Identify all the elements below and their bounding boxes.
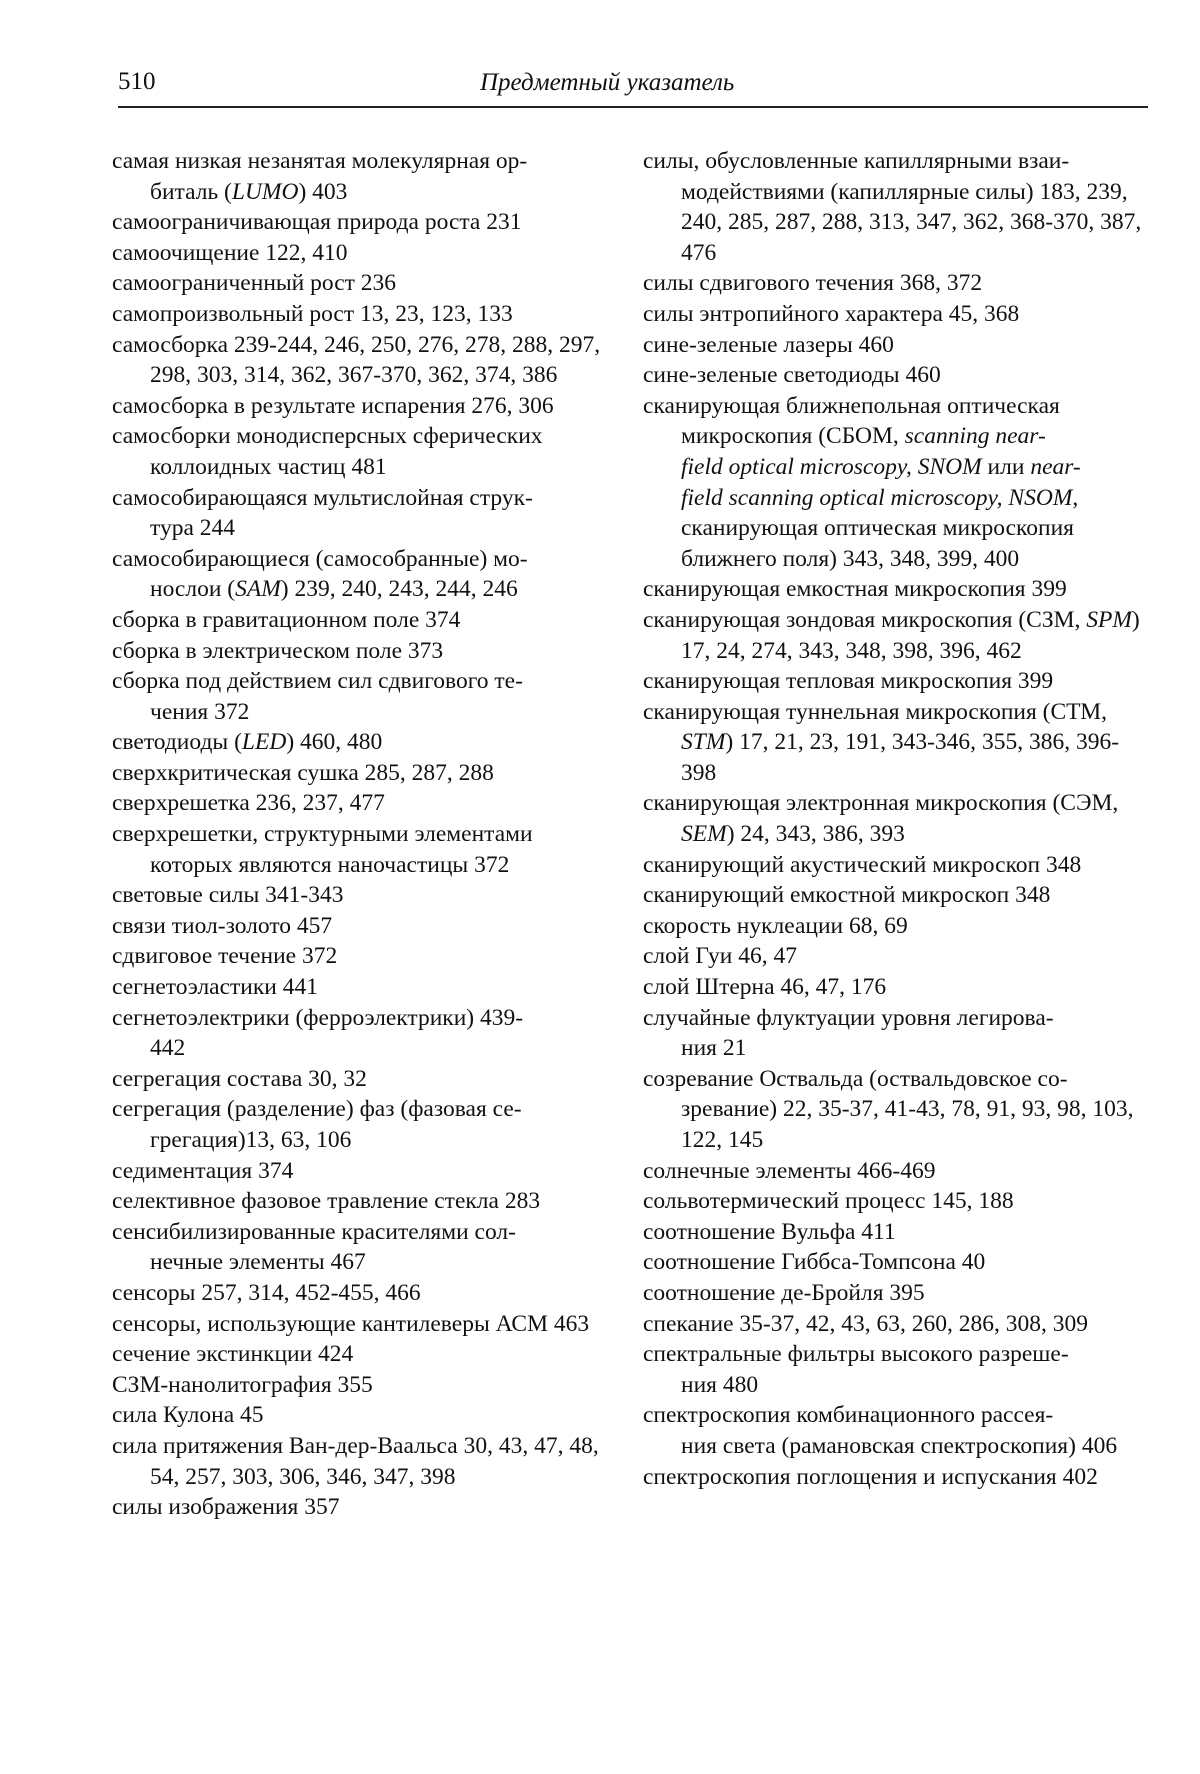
index-entry-text: 306 bbox=[518, 392, 554, 419]
index-entry-text: 402 bbox=[1062, 1463, 1098, 1490]
index-entry-text: тура 244 bbox=[150, 515, 236, 542]
index-entry-text: сине-зеленые светодиоды 460 bbox=[643, 362, 941, 389]
index-entry-text: АСМ 463 bbox=[495, 1310, 590, 1337]
index-entry-text: ния света (рамановская спектроскопия) bbox=[681, 1432, 1076, 1459]
index-entry bbox=[643, 1339, 1153, 1400]
index-entry-text: самопроизвольный рост 13, 23, 123, 133 bbox=[112, 300, 513, 327]
index-entry-text: (СЭМ, bbox=[1052, 790, 1119, 817]
index-entry-text: самоограниченный рост 236 bbox=[112, 270, 397, 297]
index-entry-text: самая низкая незанятая молекулярная ор- bbox=[112, 148, 528, 174]
index-entry-text: спектроскопия поглощения и испускания bbox=[643, 1463, 1057, 1490]
index-entry-text: сегнетоэластики 441 bbox=[112, 974, 319, 1001]
index-entry-text: сверхкритическая сушка 285, 287, 288 bbox=[112, 759, 494, 786]
index-entry-text: слой Штерна 46, 47, 176 bbox=[643, 974, 887, 1001]
index-entry-text: самоочищение 122, 410 bbox=[112, 239, 348, 266]
index-entry-text: сечение экстинкции 424 bbox=[112, 1341, 354, 1368]
index-entry-text: силы сдвигового течения 368, 372 bbox=[643, 270, 983, 297]
index-entry-text: спекание 35-37, 42, 43, 63, 260, 286, 308, bbox=[643, 1310, 1047, 1337]
index-entry-text: scanning near- bbox=[904, 423, 1046, 450]
index-entry-text: силы энтропийного характера 45, 368 bbox=[643, 300, 1020, 327]
index-entry-text: СЗМ-нанолитография 355 bbox=[112, 1371, 373, 1398]
index-entry bbox=[112, 972, 612, 1003]
index-entry-text: ) 17, 24, 274, 343, 348, 398, bbox=[681, 606, 1140, 664]
index-entry-text: 283 bbox=[504, 1188, 541, 1215]
index-entry-text: спектральные фильтры высокого разреше- bbox=[643, 1341, 1069, 1368]
index-entry-text: нослои ( bbox=[150, 576, 236, 603]
index-entry-text: сверхрешетка 236, 237, 477 bbox=[112, 790, 385, 817]
index-entry-text: сенсоры, использующие кантилеверы bbox=[112, 1310, 490, 1337]
index-entry-text: ) 24, 343, 386, 393 bbox=[726, 821, 905, 848]
index-entry-text: LED bbox=[241, 729, 287, 756]
index-entry bbox=[112, 1094, 612, 1155]
index-entry bbox=[112, 880, 612, 911]
index-entry bbox=[112, 1156, 612, 1187]
index-entry-text: 368-370, 387, 476 bbox=[681, 209, 1142, 266]
index-entry-text: сборка под действием сил сдвигового те- bbox=[112, 668, 523, 695]
index-entry bbox=[112, 1309, 612, 1340]
index-entry-text: сольвотермический процесс 145, 188 bbox=[643, 1188, 1014, 1215]
index-entry bbox=[643, 605, 1153, 666]
index-entry bbox=[112, 1400, 612, 1431]
index-entry-text: 47, 48, 54, 257, 303, 306, 346, 347, 398 bbox=[150, 1432, 599, 1490]
index-entry-text: 355, 386, 396-398 bbox=[681, 729, 1120, 786]
index-entry-text: самособирающаяся мультислойная струк- bbox=[112, 484, 533, 511]
index-entry-text: сегнетоэлектрики (ферроэлектрики) 439- bbox=[112, 1004, 524, 1031]
index-entry bbox=[112, 1064, 612, 1095]
index-entry-text: соотношение де-Бройля 395 bbox=[643, 1279, 925, 1306]
index-entry-text: случайные флуктуации уровня легирова- bbox=[643, 1004, 1054, 1031]
index-entry bbox=[643, 360, 1153, 391]
index-entry bbox=[643, 1278, 1153, 1309]
index-entry-text: 288, 297, 298, 303, 314, 362, 367-370, bbox=[150, 331, 601, 389]
index-entry-text: седиментация 374 bbox=[112, 1157, 294, 1184]
index-entry-text: которых являются наночастицы 372 bbox=[150, 851, 510, 878]
index-entry-text: ближнего поля) 343, 348, 399, 400 bbox=[681, 545, 1020, 572]
index-entry bbox=[643, 880, 1153, 911]
index-entry bbox=[112, 911, 612, 942]
index-entry-text: 442 bbox=[150, 1035, 186, 1062]
index-entry bbox=[643, 666, 1153, 697]
index-entry bbox=[112, 1003, 612, 1064]
index-entry-text: 309 bbox=[1052, 1310, 1088, 1337]
index-entry-text: сканирующая тепловая микроскопия 399 bbox=[643, 668, 1054, 695]
index-entry-text: коллоидных частиц 481 bbox=[150, 453, 387, 480]
index-entry-text: сила Кулона 45 bbox=[112, 1402, 264, 1429]
index-entry bbox=[643, 391, 1153, 575]
index-entry-text: 348 bbox=[1046, 851, 1082, 878]
index-entry bbox=[112, 483, 612, 544]
index-entry-text: field optical microscopy, SNOM bbox=[681, 453, 982, 480]
index-entry-text: соотношение Гиббса-Томпсона 40 bbox=[643, 1249, 986, 1276]
index-entry bbox=[112, 1217, 612, 1278]
index-entry-text: световые силы 341-343 bbox=[112, 882, 344, 909]
index-entry-text: самосборка в результате испарения 276, bbox=[112, 392, 513, 419]
index-entry bbox=[112, 330, 612, 391]
index-entry bbox=[643, 1003, 1153, 1064]
index-entry bbox=[112, 727, 612, 758]
index-entry-text: созревание Оствальда (оствальдовское со- bbox=[643, 1065, 1068, 1092]
index-entry bbox=[112, 666, 612, 727]
page-number: 510 bbox=[118, 68, 156, 95]
index-entry bbox=[112, 819, 612, 880]
index-entry-text: нечные элементы 467 bbox=[150, 1249, 366, 1276]
index-entry-text: сканирующая оптическая микроскопия bbox=[681, 515, 1074, 542]
index-entry-text: ) 460, 480 bbox=[286, 729, 383, 756]
index-entry bbox=[643, 1064, 1153, 1156]
index-entry-text: сборка в гравитационном поле 374 bbox=[112, 606, 461, 633]
index-entry-text: самоограничивающая природа роста 231 bbox=[112, 209, 522, 236]
index-entry-text: SEM bbox=[681, 821, 727, 848]
index-entry bbox=[112, 605, 612, 636]
index-entry-text: сине-зеленые лазеры 460 bbox=[643, 331, 894, 358]
index-entry bbox=[643, 1462, 1153, 1493]
index-entry-text: сегрегация состава 30, 32 bbox=[112, 1065, 367, 1092]
index-entry-text: ) 17, 21, 23, 191, 343-346, bbox=[725, 729, 977, 756]
index-entry-text: солнечные элементы 466-469 bbox=[643, 1157, 936, 1184]
index-entry-text: SAM bbox=[235, 576, 281, 603]
index-entry-text: near- bbox=[1030, 453, 1081, 480]
index-entry-text: ния 21 bbox=[681, 1035, 747, 1062]
index-entry-text: скорость нуклеации 68, 69 bbox=[643, 912, 908, 939]
index-entry-text: сканирующая зондовая микроскопия bbox=[643, 606, 1013, 633]
index-entry-text: сенсоры 257, 314, 452-455, 466 bbox=[112, 1279, 421, 1306]
index-entry-text: модействиями (капиллярные силы) 183, bbox=[681, 178, 1081, 205]
index-entry bbox=[112, 238, 612, 269]
index-entry-text: сборка в электрическом поле 373 bbox=[112, 637, 444, 664]
index-entry-text: field scanning optical microscopy, NSOM bbox=[681, 484, 1073, 511]
index-entry-text: сила притяжения Ван-дер-Ваальса 30, 43, bbox=[112, 1432, 529, 1459]
index-entry bbox=[643, 574, 1153, 605]
index-entry bbox=[112, 391, 612, 422]
index-entry bbox=[643, 1400, 1153, 1461]
index-entry-text: сканирующая электронная микроскопия bbox=[643, 790, 1047, 817]
index-entry bbox=[643, 330, 1153, 361]
index-entry-text: STM bbox=[681, 729, 726, 756]
index-entry bbox=[643, 972, 1153, 1003]
index-entry-text: (СЗМ, bbox=[1018, 606, 1087, 633]
index-entry-text: грегация)13, 63, 106 bbox=[150, 1127, 352, 1153]
index-entry-text: 406 bbox=[1081, 1432, 1118, 1459]
index-entry bbox=[643, 1217, 1153, 1248]
index-entry-text: 396, 462 bbox=[939, 637, 1022, 664]
index-entry bbox=[643, 1186, 1153, 1217]
index-entry bbox=[112, 544, 612, 605]
index-entry bbox=[112, 421, 612, 482]
index-entry bbox=[112, 758, 612, 789]
index-entry-text: ) 403 bbox=[298, 178, 348, 205]
index-entry bbox=[112, 788, 612, 819]
index-entry-text: 239, 240, 285, 287, 288, 313, 347, 362, bbox=[681, 178, 1128, 236]
index-entry-text: LUMO bbox=[231, 178, 299, 205]
index-entry bbox=[112, 1339, 612, 1370]
index-entry-text: сенсибилизированные красителями сол- bbox=[112, 1218, 516, 1245]
index-entry-text: сканирующий емкостной микроскоп 348 bbox=[643, 882, 1051, 909]
index-entry-text: самособирающиеся (самособранные) мо- bbox=[112, 545, 528, 572]
index-entry bbox=[643, 941, 1153, 972]
index-entry-text: сверхрешетки, структурными элементами bbox=[112, 821, 533, 848]
index-entry-text: светодиоды ( bbox=[112, 729, 242, 756]
index-entry-text: чения 372 bbox=[150, 698, 250, 725]
index-entry-text: самосборки монодисперсных сферических bbox=[112, 423, 543, 450]
index-entry-text: 362, 374, 386 bbox=[428, 362, 558, 389]
index-entry-text: SPM bbox=[1086, 606, 1132, 633]
index-entry-text: сканирующий акустический микроскоп bbox=[643, 851, 1041, 878]
index-entry-text: силы изображения 357 bbox=[112, 1494, 340, 1521]
index-entry-text: сканирующая емкостная микроскопия 399 bbox=[643, 576, 1067, 603]
index-entry-text: ния 480 bbox=[681, 1371, 759, 1398]
index-entry-text: зревание) 22, 35-37, 41-43, 78, 91, 93, bbox=[681, 1096, 1052, 1123]
index-entry-text: самосборка 239-244, 246, 250, 276, 278, bbox=[112, 331, 507, 358]
index-entry-text: биталь ( bbox=[150, 178, 232, 205]
index-entry-text: 98, 103, 122, 145 bbox=[681, 1096, 1134, 1153]
index-entry-text: связи тиол-золото 457 bbox=[112, 912, 333, 939]
index-entry-text: микроскопия (СБОМ, bbox=[681, 423, 905, 450]
index-entry bbox=[112, 1370, 612, 1401]
index-entry bbox=[643, 911, 1153, 942]
running-title: Предметный указатель bbox=[480, 69, 735, 96]
index-entry-text: ) 239, 240, 243, 244, 246 bbox=[280, 576, 518, 603]
index-entry bbox=[643, 146, 1153, 268]
index-entry bbox=[643, 1156, 1153, 1187]
index-entry bbox=[112, 299, 612, 330]
index-entry-text: сканирующая ближнепольная оптическая bbox=[643, 392, 1060, 419]
index-column-left bbox=[112, 146, 612, 1523]
index-entry bbox=[643, 1309, 1153, 1340]
index-entry bbox=[112, 636, 612, 667]
index-entry-text: сегрегация (разделение) фаз (фазовая се- bbox=[112, 1096, 522, 1123]
header-rule bbox=[118, 106, 1148, 108]
index-entry bbox=[112, 1186, 612, 1217]
index-entry-text: сканирующая туннельная микроскопия bbox=[643, 698, 1037, 725]
index-entry-text: или bbox=[981, 453, 1031, 480]
index-entry bbox=[643, 850, 1153, 881]
index-entry bbox=[112, 1431, 612, 1492]
index-entry-text: , bbox=[1072, 484, 1079, 511]
index-entry-text: сдвиговое течение 372 bbox=[112, 943, 338, 970]
index-entry bbox=[643, 299, 1153, 330]
index-entry-text: (СТМ, bbox=[1042, 698, 1107, 725]
index-entry bbox=[643, 788, 1153, 849]
index-entry bbox=[643, 1247, 1153, 1278]
index-entry bbox=[112, 207, 612, 238]
index-column-right bbox=[643, 146, 1153, 1492]
index-entry bbox=[112, 1492, 612, 1523]
index-entry-text: спектроскопия комбинационного рассея- bbox=[643, 1402, 1054, 1429]
index-entry bbox=[112, 1278, 612, 1309]
index-entry-text: силы, обусловленные капиллярными взаи- bbox=[643, 148, 1070, 174]
index-entry bbox=[643, 268, 1153, 299]
index-entry bbox=[112, 268, 612, 299]
index-entry bbox=[112, 941, 612, 972]
index-entry-text: слой Гуи 46, 47 bbox=[643, 943, 798, 970]
index-entry-text: соотношение Вульфа 411 bbox=[643, 1218, 896, 1245]
index-entry bbox=[112, 146, 612, 207]
index-entry bbox=[643, 697, 1153, 789]
index-entry-text: селективное фазовое травление стекла bbox=[112, 1188, 499, 1215]
